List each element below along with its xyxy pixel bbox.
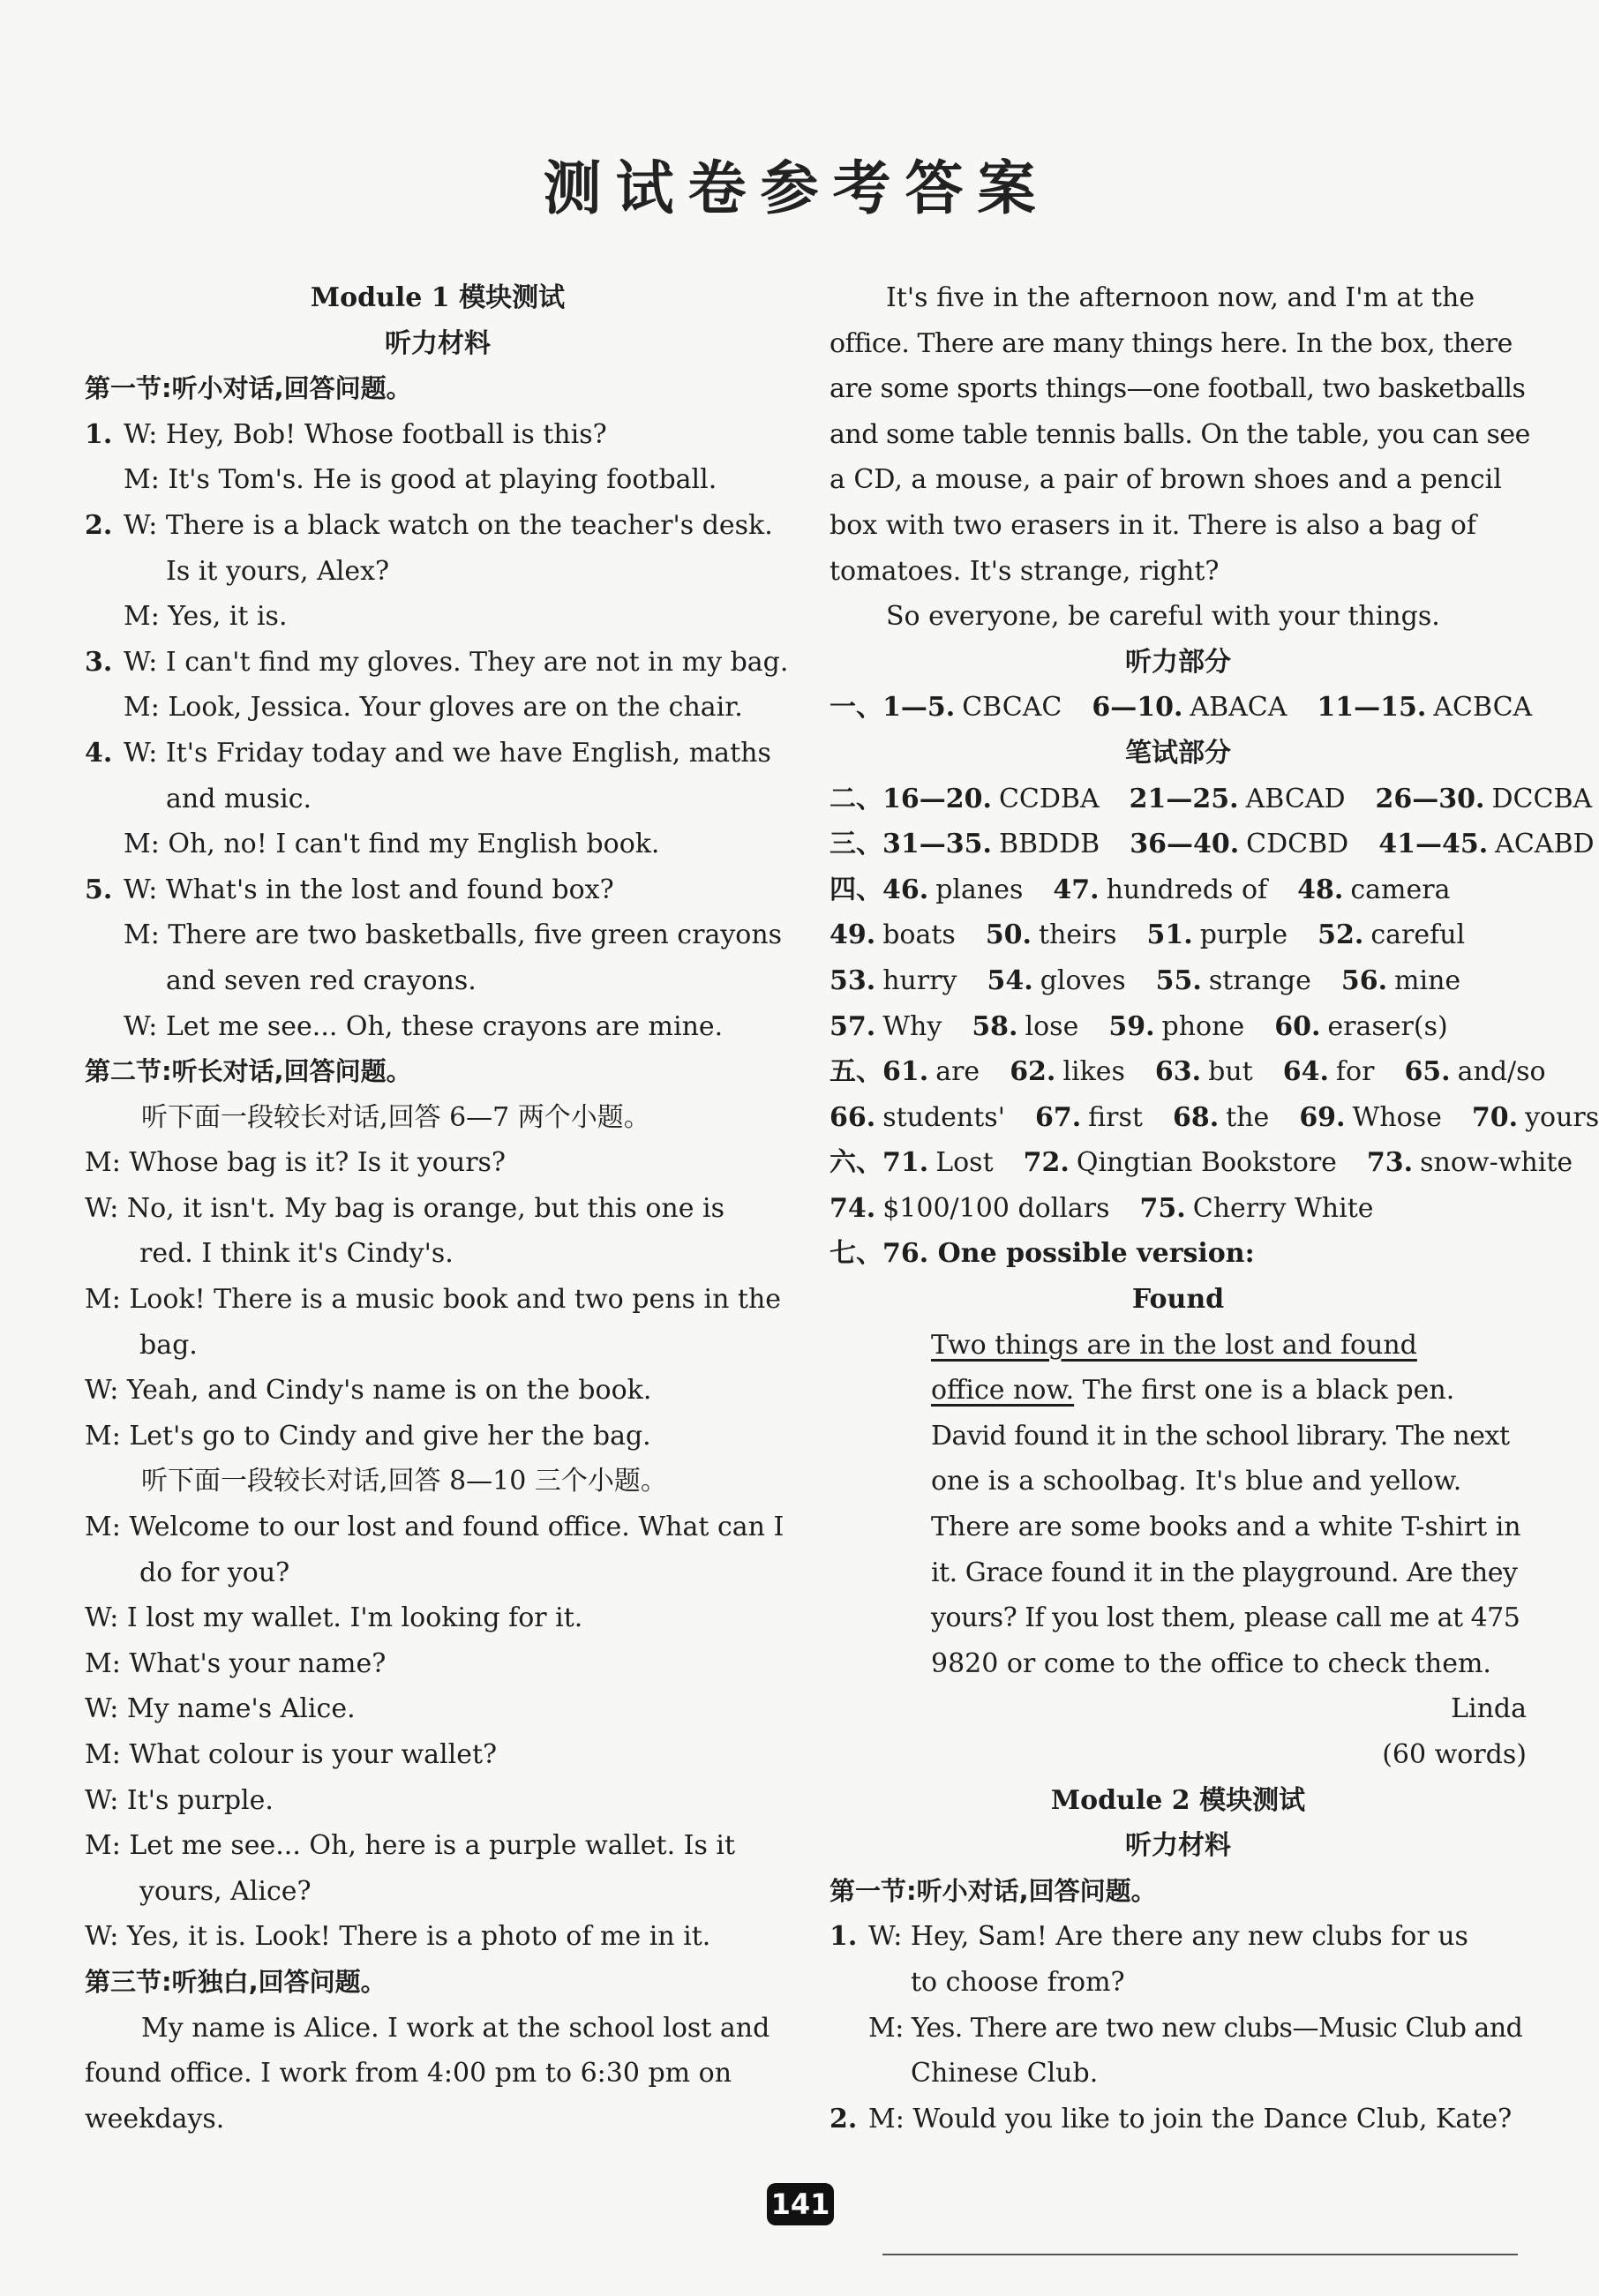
text-line — [830, 1323, 1527, 1369]
answer-value: CDCBD — [1246, 829, 1349, 860]
line-text: M: Oh, no! I can't find my English book. — [124, 829, 660, 860]
text-line — [830, 1823, 1527, 1869]
line-text: 七、76. One possible version: — [830, 1238, 1255, 1270]
text-line — [85, 1049, 791, 1095]
text-line — [85, 1732, 791, 1778]
answer-value: but — [1208, 1056, 1253, 1088]
line-text: one is a schoolbag. It's blue and yellow. — [931, 1466, 1462, 1497]
answer-value: planes — [935, 874, 1024, 905]
text-line — [85, 1778, 791, 1824]
line-text: M: Look, Jessica. Your gloves are on the chair. — [124, 692, 743, 724]
text-line — [85, 321, 791, 367]
text-line — [85, 731, 791, 777]
line-text: (60 words) — [1382, 1739, 1527, 1770]
answer-value: theirs — [1039, 919, 1117, 951]
answer-number: 60. — [1274, 1010, 1321, 1042]
text-line — [830, 2006, 1527, 2052]
answer-value: ABACA — [1190, 692, 1287, 724]
line-text: 第三节:听独白,回答问题。 — [85, 1966, 387, 1997]
answer-value: yours — [1525, 1101, 1599, 1133]
text-line — [85, 2051, 791, 2097]
text-line — [830, 1277, 1527, 1323]
line-text: tomatoes. It's strange, right? — [830, 555, 1220, 587]
answer-line — [830, 685, 1533, 731]
line-text: Module 2 模块测试 — [1050, 1784, 1306, 1816]
text-line — [85, 1550, 791, 1596]
text-line — [85, 1323, 791, 1369]
line-text: yours, Alice? — [139, 1875, 312, 1907]
text-line — [85, 1504, 791, 1550]
answer-number: 69. — [1299, 1101, 1346, 1133]
text-line — [85, 958, 791, 1004]
answer-number: 51. — [1146, 919, 1193, 951]
text-line — [830, 366, 1527, 412]
answer-line — [830, 1095, 1599, 1141]
text-line — [85, 1914, 791, 1960]
item-number: 1. — [85, 418, 113, 450]
text-line — [830, 1732, 1527, 1778]
line-text: W: Hey, Sam! Are there any new clubs for us — [868, 1921, 1468, 1953]
text-line — [830, 412, 1530, 458]
line-text: W: Yeah, and Cindy's name is on the book. — [85, 1375, 652, 1407]
answer-value: Whose — [1352, 1101, 1442, 1133]
text-line — [85, 2097, 791, 2142]
line-text: W: Yes, it is. Look! There is a photo of me in it. — [85, 1921, 711, 1953]
line-text: M: Let's go to Cindy and give her the bag. — [85, 1420, 651, 1452]
text-line — [830, 731, 1527, 777]
answer-line — [830, 1186, 1527, 1232]
text-line — [830, 1869, 1527, 1915]
line-text: M: Look! There is a music book and two pens in the — [85, 1284, 782, 1316]
answer-value: hurry — [882, 964, 957, 996]
item-number: 3. — [85, 646, 113, 678]
answer-value: BBDDB — [998, 829, 1100, 860]
line-text: bag. — [139, 1329, 198, 1361]
answer-number: 73. — [1366, 1147, 1414, 1179]
answer-value: CBCAC — [962, 692, 1062, 724]
line-text: Chinese Club. — [911, 2058, 1099, 2090]
answer-value: careful — [1370, 919, 1466, 951]
answer-number: 63. — [1154, 1056, 1202, 1088]
line-text: it. Grace found it in the playground. Are they — [931, 1557, 1518, 1588]
line-text: M: Would you like to join the Dance Club, Kate? — [868, 2103, 1513, 2135]
answer-value: phone — [1161, 1010, 1245, 1042]
line-text: are some sports things—one football, two basketballs — [830, 373, 1526, 405]
line-text: 9820 or come to the office to check them. — [931, 1647, 1491, 1679]
line-text: W: Let me see... Oh, these crayons are mine. — [124, 1010, 724, 1042]
text-line — [85, 1140, 791, 1186]
line-text: and music. — [166, 783, 312, 814]
line-text: do for you? — [139, 1557, 290, 1588]
answer-value: eraser(s) — [1327, 1010, 1448, 1042]
text-line — [85, 1368, 791, 1414]
answer-line — [830, 777, 1593, 822]
text-line — [830, 457, 1527, 503]
answer-number: 49. — [830, 919, 876, 951]
line-text: So everyone, be careful with your things. — [886, 601, 1440, 633]
answer-value: ABCAD — [1245, 783, 1346, 814]
text-line — [85, 685, 791, 731]
answer-number: 64. — [1282, 1056, 1329, 1088]
answer-value: ACBCA — [1433, 692, 1533, 724]
page-title: 测试卷参考答案 — [543, 154, 1050, 222]
answer-number: 五、61. — [830, 1056, 929, 1088]
line-text: to choose from? — [911, 1966, 1125, 1998]
line-text: M: Yes, it is. — [124, 601, 288, 633]
answer-number: 六、71. — [830, 1147, 929, 1179]
answer-value: DCCBA — [1491, 783, 1593, 814]
answer-value: mine — [1394, 964, 1461, 996]
text-line — [85, 1960, 791, 2006]
underlined-text: Two things are in the lost and found — [931, 1329, 1417, 1361]
text-line — [85, 275, 791, 321]
line-text: 听力材料 — [385, 327, 491, 359]
text-line — [85, 503, 791, 549]
text-line — [85, 1459, 791, 1504]
line-text: W: There is a black watch on the teacher's desk. — [124, 509, 773, 541]
answer-number: 21—25. — [1129, 783, 1239, 814]
line-text: There are some books and a white T-shirt in — [931, 1512, 1521, 1543]
text-line — [830, 503, 1527, 549]
answer-number: 66. — [830, 1101, 876, 1133]
answer-number: 26—30. — [1375, 783, 1485, 814]
text-line — [830, 1914, 1527, 1960]
text-line — [830, 1231, 1527, 1277]
answer-value: and/so — [1457, 1056, 1546, 1088]
line-text: 第二节:听长对话,回答问题。 — [85, 1056, 412, 1087]
answer-value: CCDBA — [998, 783, 1100, 814]
answer-line — [830, 958, 1527, 1004]
text-line — [85, 457, 791, 503]
line-text: M: What colour is your wallet? — [85, 1739, 498, 1770]
text-line — [85, 1869, 791, 1915]
line-text: M: What's your name? — [85, 1647, 387, 1679]
text-line — [85, 1186, 791, 1232]
line-text: a CD, a mouse, a pair of brown shoes and a pencil — [830, 464, 1502, 496]
text-line — [830, 1550, 1527, 1596]
text-line — [830, 549, 1527, 595]
line-text: Module 1 模块测试 — [310, 282, 566, 313]
text-line — [830, 1686, 1527, 1732]
answer-number: 68. — [1172, 1101, 1220, 1133]
line-text: 听力材料 — [1125, 1830, 1231, 1862]
line-text: W: No, it isn't. My bag is orange, but this one is — [85, 1192, 725, 1224]
answer-number: 50. — [985, 919, 1032, 951]
line-text: office. There are many things here. In the box, there — [830, 327, 1513, 359]
line-text: 第一节:听小对话,回答问题。 — [85, 373, 412, 404]
answer-value: first — [1088, 1101, 1143, 1133]
line-text: 听力部分 — [1125, 646, 1231, 678]
item-number: 2. — [85, 509, 113, 541]
answer-number: 74. — [830, 1192, 876, 1224]
text-line — [85, 366, 791, 412]
line-text: 笔试部分 — [1125, 737, 1231, 769]
line-text: Found — [1131, 1284, 1225, 1316]
text-line — [85, 1595, 791, 1641]
answer-number: 一、1—5. — [830, 692, 956, 724]
footer-rule — [882, 2254, 1518, 2255]
answer-line — [830, 867, 1527, 913]
text-line — [830, 2051, 1527, 2097]
text-line — [85, 1095, 791, 1141]
line-text: Is it yours, Alex? — [166, 555, 390, 587]
answer-number: 54. — [987, 964, 1033, 996]
line-text: My name is Alice. I work at the school lost and — [141, 2012, 770, 2044]
line-text: W: It's purple. — [85, 1784, 274, 1816]
text-line — [85, 1414, 791, 1459]
item-number: 1. — [830, 1921, 858, 1953]
answer-value: snow-white — [1420, 1147, 1573, 1179]
line-text: and seven red crayons. — [166, 964, 477, 996]
line-text: M: It's Tom's. He is good at playing football. — [124, 464, 717, 496]
text-line — [830, 1778, 1527, 1824]
answer-line — [830, 1049, 1546, 1095]
text-line — [85, 777, 791, 822]
line-text: M: There are two basketballs, five green crayons — [124, 919, 783, 951]
answer-value: for — [1335, 1056, 1375, 1088]
answer-value: Cherry White — [1192, 1192, 1374, 1224]
answer-number: 二、16—20. — [830, 783, 992, 814]
answer-number: 62. — [1010, 1056, 1056, 1088]
answer-number: 59. — [1108, 1010, 1155, 1042]
line-text: 听下面一段较长对话,回答 6—7 两个小题。 — [141, 1101, 650, 1133]
answer-number: 11—15. — [1317, 692, 1427, 724]
text-line — [830, 1641, 1527, 1687]
answer-value: lose — [1025, 1010, 1079, 1042]
text-line — [830, 1960, 1527, 2006]
text-line — [85, 867, 791, 913]
text-line — [85, 412, 791, 458]
text-line — [830, 1459, 1527, 1504]
line-text: red. I think it's Cindy's. — [139, 1238, 454, 1270]
text-line — [85, 1231, 791, 1277]
line-text: W: My name's Alice. — [85, 1693, 356, 1725]
line-text: M: Whose bag is it? Is it yours? — [85, 1147, 507, 1179]
page-number: 141 — [767, 2183, 834, 2225]
answer-value: gloves — [1040, 964, 1126, 996]
text-line — [830, 1504, 1527, 1550]
answer-value: the — [1226, 1101, 1270, 1133]
left-column — [85, 275, 791, 2142]
text-line — [830, 1595, 1527, 1641]
text-line — [85, 822, 791, 867]
answer-value: strange — [1208, 964, 1311, 996]
underlined-text: office now. — [931, 1375, 1075, 1407]
line-text: The first one is a black pen. — [1074, 1375, 1455, 1407]
text-line — [85, 1004, 791, 1050]
item-number: 4. — [85, 737, 113, 769]
answer-number: 53. — [830, 964, 876, 996]
line-text: M: Let me see... Oh, here is a purple wallet. Is it — [85, 1830, 736, 1862]
answer-value: Qingtian Bookstore — [1076, 1147, 1337, 1179]
answer-number: 47. — [1053, 874, 1100, 905]
answer-number: 56. — [1340, 964, 1388, 996]
text-line — [830, 640, 1527, 686]
text-line — [830, 1368, 1527, 1414]
answer-number: 67. — [1034, 1101, 1082, 1133]
answer-number: 65. — [1404, 1056, 1451, 1088]
answer-number: 75. — [1139, 1192, 1186, 1224]
right-column — [830, 275, 1599, 2142]
text-line — [830, 2097, 1527, 2142]
text-line — [85, 1277, 791, 1323]
answer-value: Lost — [935, 1147, 994, 1179]
answer-number: 41—45. — [1378, 829, 1489, 860]
text-line — [830, 1414, 1527, 1459]
answer-number: 6—10. — [1092, 692, 1183, 724]
answer-value: ACABD — [1495, 829, 1595, 860]
answer-number: 52. — [1317, 919, 1364, 951]
answer-number: 36—40. — [1130, 829, 1240, 860]
answer-number: 70. — [1471, 1101, 1519, 1133]
text-line — [85, 2006, 791, 2052]
line-text: yours? If you lost them, please call me at 475 — [931, 1602, 1520, 1634]
answer-value: hundreds of — [1106, 874, 1268, 905]
text-line — [85, 549, 791, 595]
answer-value: likes — [1062, 1056, 1125, 1088]
answer-number: 58. — [972, 1010, 1018, 1042]
answer-number: 48. — [1297, 874, 1344, 905]
text-line — [85, 594, 791, 640]
text-line — [830, 594, 1527, 640]
text-line — [830, 321, 1527, 367]
line-text: and some table tennis balls. On the table, you can see — [830, 418, 1530, 450]
line-text: W: I can't find my gloves. They are not in my bag. — [124, 646, 789, 678]
item-number: 2. — [830, 2103, 858, 2135]
answer-number: 57. — [830, 1010, 876, 1042]
text-line — [85, 1641, 791, 1687]
line-text: box with two erasers in it. There is also a bag of — [830, 509, 1476, 541]
line-text: weekdays. — [85, 2103, 225, 2135]
line-text: found office. I work from 4:00 pm to 6:30 pm on — [85, 2058, 732, 2090]
answer-number: 三、31—35. — [830, 829, 992, 860]
text-line — [85, 1686, 791, 1732]
answer-number: 55. — [1155, 964, 1202, 996]
item-number: 5. — [85, 874, 113, 905]
line-text: W: Hey, Bob! Whose football is this? — [124, 418, 607, 450]
answer-line — [830, 1140, 1573, 1186]
answer-value: are — [935, 1056, 980, 1088]
line-text: W: I lost my wallet. I'm looking for it. — [85, 1602, 583, 1634]
text-line — [85, 640, 791, 686]
line-text: 第一节:听小对话,回答问题。 — [830, 1875, 1157, 1906]
answer-value: Why — [882, 1010, 942, 1042]
line-text: It's five in the afternoon now, and I'm at the — [886, 282, 1475, 313]
answer-value: boats — [882, 919, 956, 951]
answer-value: students' — [882, 1101, 1005, 1133]
answer-value: $100/100 dollars — [882, 1192, 1110, 1224]
answer-line — [830, 912, 1527, 958]
answer-number: 四、46. — [830, 874, 929, 905]
answer-line — [830, 822, 1595, 867]
text-line — [85, 912, 791, 958]
line-text: W: What's in the lost and found box? — [124, 874, 614, 905]
line-text: M: Welcome to our lost and found office. What can I — [85, 1512, 784, 1543]
answer-number: 72. — [1023, 1147, 1070, 1179]
line-text: 听下面一段较长对话,回答 8—10 三个小题。 — [141, 1466, 667, 1497]
line-text: W: It's Friday today and we have English, maths — [124, 737, 771, 769]
answer-line — [830, 1004, 1527, 1050]
line-text: Linda — [1451, 1693, 1527, 1725]
answer-value: camera — [1350, 874, 1451, 905]
line-text: M: Yes. There are two new clubs—Music Club and — [868, 2012, 1523, 2044]
text-line — [830, 275, 1527, 321]
text-line — [85, 1823, 791, 1869]
answer-value: purple — [1199, 919, 1288, 951]
line-text: David found it in the school library. The next — [931, 1420, 1510, 1452]
